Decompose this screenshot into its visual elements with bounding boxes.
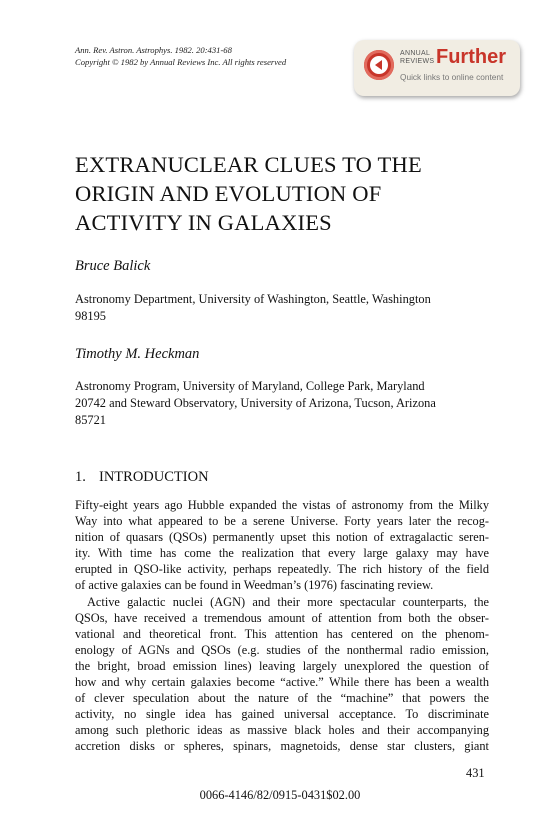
- citation-line-2: Copyright © 1982 by Annual Reviews Inc. All rights reserved: [75, 57, 287, 67]
- title-line: ACTIVITY IN GALAXIES: [75, 210, 332, 235]
- article-title: [75, 150, 495, 237]
- body-line: accretion disks or spheres, spinars, magnetoids, dense star clusters, giant: [75, 739, 489, 754]
- body-line: vational and theoretical front. This attention has centered on the phenom-: [75, 626, 489, 641]
- author-affiliation-2: [75, 378, 495, 429]
- back-arrow-icon: [364, 50, 394, 80]
- author-name-2: Timothy M. Heckman: [75, 346, 200, 362]
- affiliation-line: Astronomy Program, University of Maryland, College Park, Maryland: [75, 379, 425, 393]
- body-line: erupted in QSO-like activity, perhaps repeatedly. The rich history of the field: [75, 562, 489, 577]
- body-line: Active galactic nuclei (AGN) and their more spectacular counterparts, the: [87, 594, 489, 609]
- page-number: 431: [466, 766, 485, 780]
- badge-further-label: Further: [436, 46, 506, 68]
- title-line: ORIGIN AND EVOLUTION OF: [75, 181, 382, 206]
- body-line: of active galaxies can be found in Weedman’s (1976) fascinating review.: [75, 578, 434, 593]
- citation-header: [75, 44, 286, 68]
- affiliation-line: 98195: [75, 309, 106, 323]
- body-line: Way into what appeared to be a serene Universe. Forty years later the recog-: [75, 514, 489, 529]
- section-heading: [75, 469, 209, 486]
- author-name-1: Bruce Balick: [75, 258, 151, 274]
- body-line: ity. With time has come the realization that every large galaxy may have: [75, 546, 489, 561]
- annual-reviews-further-badge[interactable]: [354, 40, 520, 96]
- body-line: QSOs, have received a tremendous amount of attention from both the obser-: [75, 610, 489, 625]
- body-line: enology of AGNs and QSOs (e.g. studies of the nonthermal radio emission,: [75, 642, 489, 657]
- badge-reviews-label: REVIEWS: [400, 58, 435, 65]
- body-line: of clever speculation about the nature of the “machine” that powers the: [75, 691, 489, 706]
- citation-line-1: Ann. Rev. Astron. Astrophys. 1982. 20:431-68: [75, 45, 232, 55]
- body-line: activity, no single idea has gained universal acceptance. To discriminate: [75, 707, 489, 722]
- body-text: [75, 497, 489, 755]
- section-number: 1.: [75, 469, 86, 485]
- body-line: the bright, broad emission lines) leaving largely unexplored the question of: [75, 658, 489, 673]
- document-code: 0066-4146/82/0915-0431$02.00: [199, 788, 361, 802]
- body-line: nition of quasars (QSOs) permanently upset this notion of extragalactic seren-: [75, 530, 489, 545]
- body-line: how and why certain galaxies become “active.” While there has been a wealth: [75, 675, 489, 690]
- affiliation-line: 85721: [75, 413, 106, 427]
- title-line: EXTRANUCLEAR CLUES TO THE: [75, 152, 422, 177]
- badge-subtitle: Quick links to online content: [400, 72, 504, 82]
- affiliation-line: 20742 and Steward Observatory, University of Arizona, Tucson, Arizona: [75, 396, 436, 410]
- author-affiliation-1: [75, 291, 495, 325]
- badge-annual-label: ANNUAL: [400, 50, 431, 57]
- body-line: Fifty-eight years ago Hubble expanded the vistas of astronomy from the Milky: [75, 498, 489, 512]
- affiliation-line: Astronomy Department, University of Washington, Seattle, Washington: [75, 292, 431, 306]
- body-line: among such plethoric ideas as massive black holes and their accompanying: [75, 723, 489, 738]
- section-title: INTRODUCTION: [99, 469, 209, 485]
